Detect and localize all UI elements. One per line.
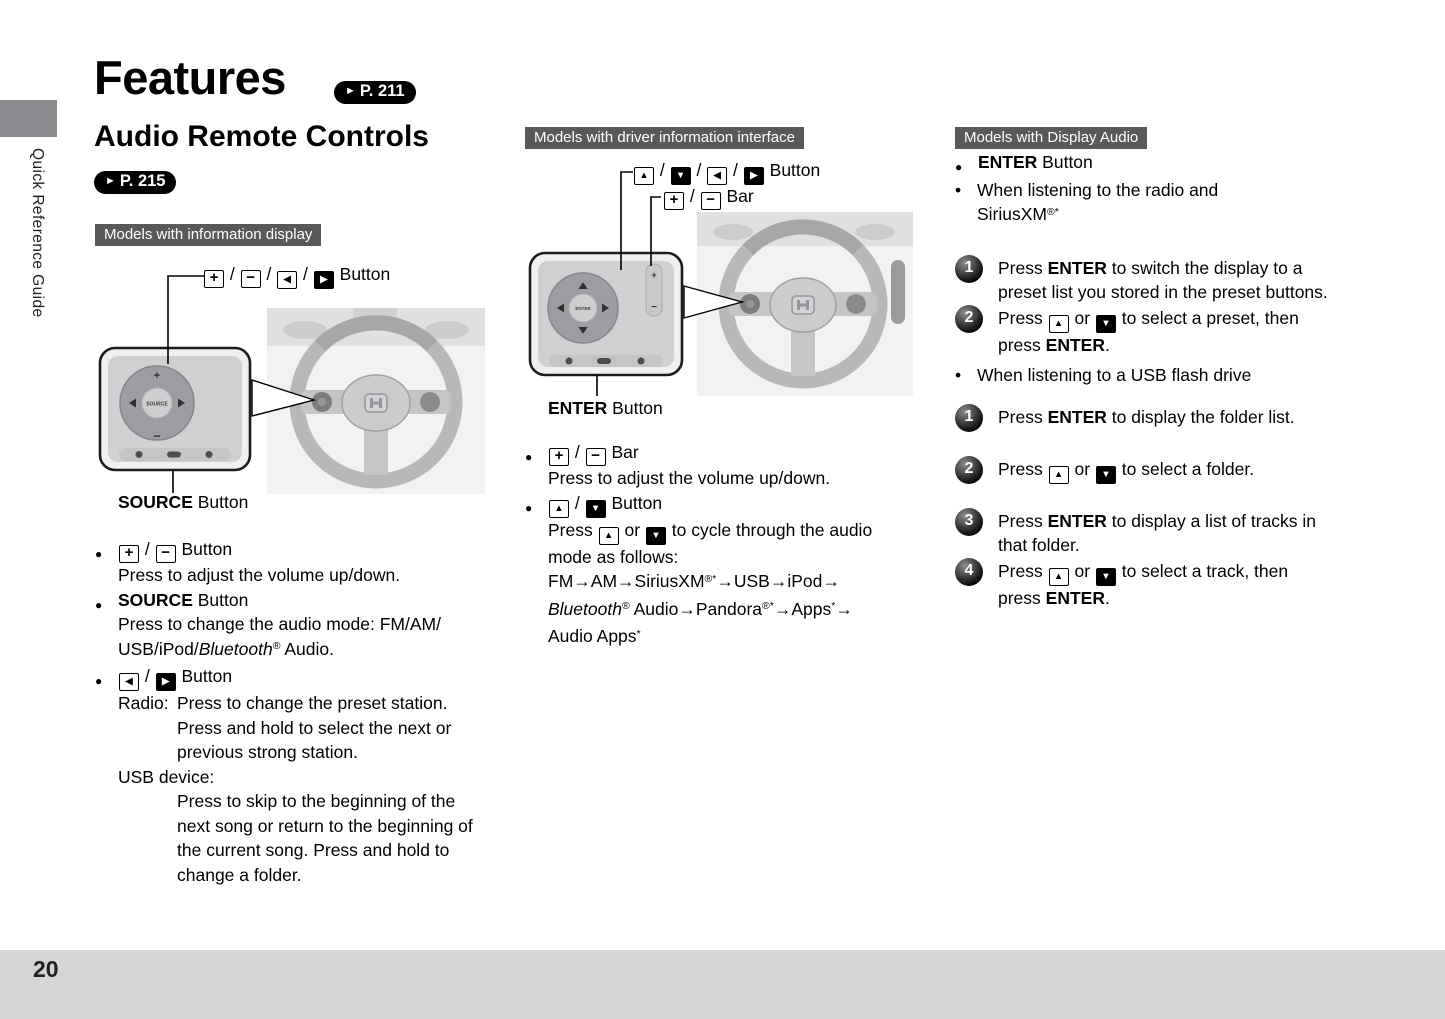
usb-label: USB device: <box>118 766 215 787</box>
step-number: 1 <box>955 255 983 283</box>
page-number: 20 <box>33 956 59 982</box>
text: Button <box>192 589 249 610</box>
text: . <box>1104 587 1110 608</box>
bullet-line <box>118 563 497 588</box>
plus-icon: + <box>119 545 139 563</box>
bullet-head <box>118 537 497 563</box>
bold-text: ENTER <box>548 398 608 418</box>
down-icon: ▼ <box>586 500 606 518</box>
bullet-icon: ● <box>95 674 103 688</box>
minus-icon: − <box>241 270 261 288</box>
bullet-icon: ● <box>525 500 533 515</box>
bold-text: ENTER <box>1045 334 1105 355</box>
bullet-icon: ● <box>525 450 533 464</box>
col3-content <box>955 150 1385 610</box>
text: or <box>619 519 645 540</box>
text: / <box>655 160 670 180</box>
text: to display the folder list. <box>1106 406 1295 427</box>
dot-icon: • <box>955 179 962 200</box>
text: / <box>570 492 585 513</box>
step-text <box>998 456 1328 484</box>
bold-text: ENTER <box>1047 406 1107 427</box>
text: or <box>1069 560 1095 581</box>
text: Button <box>192 492 249 512</box>
bullet-line <box>548 545 927 570</box>
step <box>955 255 1385 305</box>
model-tag-information-display: Models with information display <box>95 224 321 246</box>
list-item <box>95 537 497 588</box>
text: Press <box>998 307 1048 328</box>
source-button-label <box>118 492 248 513</box>
down-icon: ▼ <box>1096 315 1116 333</box>
text: to select a folder. <box>1116 458 1255 479</box>
bold-text: ENTER <box>1045 587 1105 608</box>
sub-item-text <box>977 178 1239 230</box>
step <box>955 404 1385 432</box>
sub-item-text <box>977 363 1287 388</box>
right-icon: ▶ <box>156 673 176 691</box>
text: Press to skip to the beginning of the next song or return to the beginning of the current song. Press and hold to change a folder. <box>177 791 473 885</box>
bold-text: ENTER <box>1047 510 1107 531</box>
section-ref-badge <box>94 171 176 194</box>
bold-text: SOURCE <box>118 589 193 610</box>
left-icon: ◀ <box>277 271 297 289</box>
text: / <box>140 539 155 559</box>
bullet-head <box>978 150 1385 175</box>
text: Button <box>334 264 391 284</box>
honda-logo <box>365 394 387 412</box>
bullet-line <box>548 624 927 652</box>
text: to switch the display to a preset list you stored in the preset buttons. <box>998 257 1328 302</box>
col1-diagram <box>95 262 490 495</box>
superscript: ®* <box>704 572 717 585</box>
text: Press to adjust the volume up/down. <box>118 565 401 585</box>
ref-arrow-icon: ► <box>345 85 356 97</box>
down-icon: ▼ <box>1096 466 1116 484</box>
superscript: ® <box>621 600 630 612</box>
right-icon: ▶ <box>314 271 334 289</box>
step <box>955 508 1385 558</box>
plus-icon: + <box>549 448 569 466</box>
text: Button <box>764 160 821 180</box>
section-title: Audio Remote Controls <box>94 120 429 153</box>
text: or <box>1069 307 1095 328</box>
col2-bullet-list <box>525 440 927 652</box>
text: . <box>1104 334 1110 355</box>
ref-page-text: P. 215 <box>119 172 166 190</box>
up-icon: ▲ <box>599 527 619 545</box>
steps-usb <box>955 404 1385 611</box>
up-icon: ▲ <box>1049 315 1069 333</box>
bullet-head <box>548 491 927 518</box>
step <box>955 456 1385 484</box>
text: Bar <box>721 186 754 206</box>
bullet-line <box>548 518 927 545</box>
svg-text:−: − <box>651 302 657 313</box>
text: to select a preset, then press <box>998 307 1299 355</box>
text: Button <box>176 666 233 686</box>
chapter-tab-label: Quick Reference Guide <box>29 148 46 318</box>
dot-icon: • <box>955 365 962 385</box>
text: Press <box>548 519 598 540</box>
text: / <box>298 264 313 284</box>
text: FM→AM→SiriusXM <box>548 571 705 591</box>
chapter-tab-block <box>0 100 57 137</box>
superscript: * <box>831 600 836 612</box>
up-icon: ▲ <box>1049 466 1069 484</box>
text: Press <box>998 510 1048 531</box>
page-ref-badge <box>334 81 416 104</box>
text: Press to adjust the volume up/down. <box>548 468 831 488</box>
footer-bar <box>0 950 1445 1019</box>
text: to display a list of tracks in that folder. <box>998 510 1317 555</box>
honda-logo <box>792 296 814 314</box>
bullet-icon: ● <box>95 597 103 612</box>
model-tag-display-audio: Models with Display Audio <box>955 127 1147 149</box>
ref-arrow-icon: ► <box>105 175 116 187</box>
bullet-line <box>118 612 497 637</box>
text: to select a track, then press <box>998 560 1289 608</box>
text: Press to change the audio mode: FM/AM/ <box>118 614 441 634</box>
col2-diagram <box>525 160 915 398</box>
superscript: ®* <box>762 600 774 612</box>
up-icon: ▲ <box>1049 568 1069 586</box>
text: / <box>140 666 155 686</box>
bullet-head <box>118 588 497 613</box>
remote-pad-photo <box>100 348 250 470</box>
minus-icon: − <box>701 192 721 210</box>
step-number: 1 <box>955 404 983 432</box>
text: / <box>685 186 700 206</box>
list-item <box>525 491 927 652</box>
step-number: 2 <box>955 456 983 484</box>
down-icon: ▼ <box>1096 568 1116 586</box>
text: USB/iPod/ <box>118 638 199 659</box>
enter-button-label <box>548 398 663 419</box>
text: →Apps <box>773 598 832 619</box>
bold-text: SOURCE <box>118 492 193 512</box>
col1-bullet-list <box>95 537 497 887</box>
text: mode as follows: <box>548 546 679 567</box>
minus-icon: − <box>156 545 176 563</box>
bullet-line <box>548 466 927 491</box>
text: to cycle through the audio <box>666 519 873 540</box>
pad-source-text: SOURCE <box>146 401 168 408</box>
bullet-line <box>548 597 927 625</box>
sub-item-radio <box>955 178 1385 230</box>
text: Press <box>998 560 1048 581</box>
text: Button <box>176 539 233 559</box>
minus-icon: − <box>586 448 606 466</box>
steps-radio <box>955 255 1385 358</box>
radio-label: Radio: <box>118 693 169 713</box>
bold-text: ENTER <box>1047 257 1107 278</box>
down-icon: ▼ <box>671 167 691 185</box>
radio-row <box>118 691 497 765</box>
usb-text <box>177 789 477 887</box>
page-title: Features <box>94 51 286 104</box>
plus-icon: + <box>664 192 684 210</box>
text: Audio. <box>280 638 334 659</box>
list-item <box>955 150 1385 175</box>
step-text <box>998 404 1328 432</box>
text: Button <box>607 398 663 418</box>
sub-item-usb <box>955 363 1385 388</box>
plus-icon: + <box>204 270 224 288</box>
list-item <box>525 440 927 491</box>
text: / <box>728 160 743 180</box>
step-number: 2 <box>955 305 983 333</box>
bullet-line <box>548 569 927 597</box>
pad-enter-text: ENTER <box>575 306 591 311</box>
text: or <box>1069 458 1095 479</box>
text: Audio Apps <box>548 626 637 646</box>
bullet-icon: ● <box>955 160 963 174</box>
text: Press <box>998 406 1048 427</box>
bullet-head <box>548 440 927 466</box>
text: Bar <box>606 442 639 462</box>
up-icon: ▲ <box>549 500 569 518</box>
step-text <box>998 558 1328 611</box>
down-icon: ▼ <box>646 527 666 545</box>
superscript: ®* <box>1047 205 1059 218</box>
text: When listening to a USB flash drive <box>977 365 1252 385</box>
up-icon: ▲ <box>634 167 654 185</box>
radio-text <box>177 691 477 765</box>
list-item <box>95 664 497 887</box>
text: When listening to the radio and SiriusXM <box>977 179 1219 224</box>
superscript: ® <box>272 640 281 652</box>
step-text <box>998 508 1328 558</box>
step-number: 4 <box>955 558 983 586</box>
italic-text: Bluetooth <box>548 598 622 619</box>
text: Press to change the preset station. Press and hold to select the next or previous strong station. <box>177 693 452 762</box>
bullet-head <box>118 664 497 691</box>
text: / <box>570 442 585 462</box>
text: / <box>261 264 277 284</box>
text: Button <box>606 492 663 513</box>
left-icon: ◀ <box>119 673 139 691</box>
text: Press <box>998 257 1048 278</box>
svg-text:−: − <box>153 429 161 443</box>
italic-text: Bluetooth <box>198 638 273 659</box>
text: → <box>835 598 853 619</box>
ref-page-text: P. 211 <box>359 82 405 100</box>
svg-text:+: + <box>651 270 657 280</box>
step-text <box>998 255 1328 305</box>
step-number: 3 <box>955 508 983 536</box>
superscript: * <box>636 627 641 640</box>
list-item <box>95 588 497 665</box>
text: Press <box>998 458 1048 479</box>
bullet-line <box>118 637 497 665</box>
step <box>955 305 1385 358</box>
text: →USB→iPod→ <box>716 571 840 591</box>
model-tag-driver-information-interface: Models with driver information interface <box>525 127 804 149</box>
remote-pad-photo <box>530 253 682 375</box>
right-icon: ▶ <box>744 167 764 185</box>
bullet-icon: ● <box>95 547 103 561</box>
text: / <box>225 264 240 284</box>
step-text <box>998 305 1328 358</box>
bold-text: ENTER <box>978 152 1038 172</box>
step <box>955 558 1385 611</box>
left-icon: ◀ <box>707 167 727 185</box>
text: / <box>691 160 707 180</box>
text: Audio→Pandora <box>629 598 763 619</box>
svg-text:+: + <box>153 370 161 382</box>
text: Button <box>1037 152 1093 172</box>
